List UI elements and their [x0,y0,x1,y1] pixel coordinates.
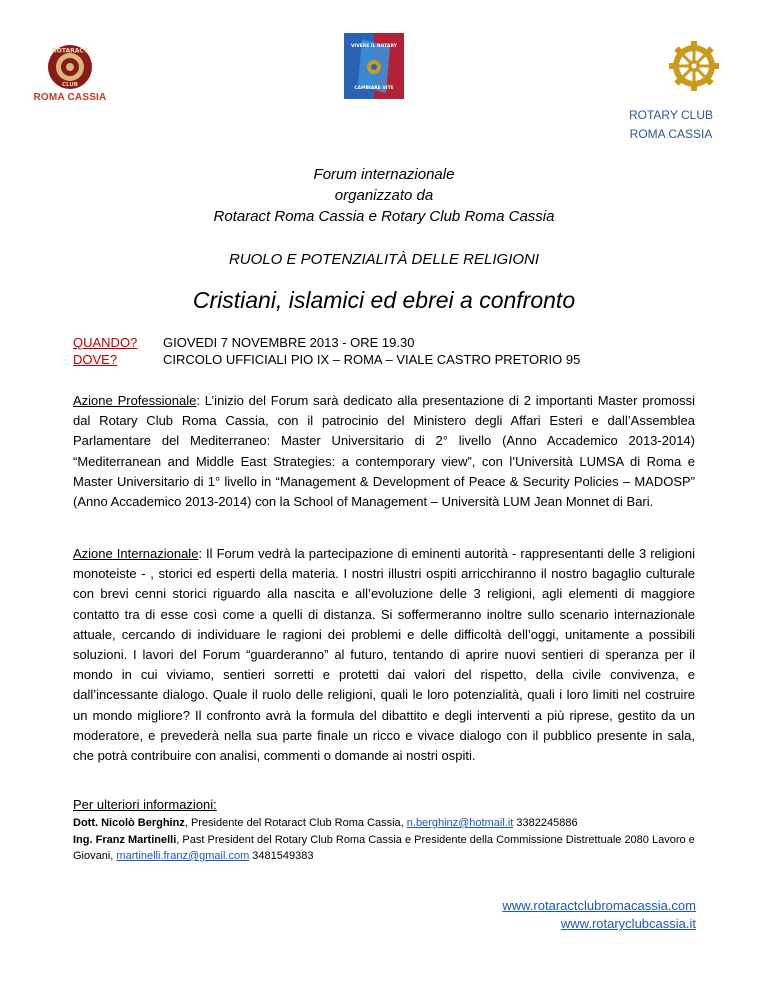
international-heading: Azione Internazionale [73,546,199,561]
contact-berghinz [73,815,713,831]
contact1-email-link[interactable]: n.berghinz@hotmail.it [406,817,514,829]
contact1-role: , Presidente del Rotaract Club Roma Cassia, [184,817,407,829]
websites [440,897,696,933]
rotary-wheel-icon [668,40,720,92]
info-heading: Per ulteriori informazioni: [73,797,217,812]
contact2-name: Ing. Franz Martinelli [73,834,177,846]
contact2-email-link[interactable]: martinelli.franz@gmail.com [116,850,250,862]
website-rotary-link[interactable]: www.rotaryclubcassia.it [560,916,696,931]
svg-text:VIVERE IL ROTARY: VIVERE IL ROTARY [351,44,397,49]
intro-line1: Forum internazionale [313,166,455,183]
rotaract-logo [30,44,120,104]
rotaract-logo-caption: ROMA CASSIA [33,92,107,103]
international-text: : Il Forum vedrà la partecipazione di eminenti autorità - rappresentanti delle 3 religioni monoteiste - , storici ed esperti della materia. I nostri illustri ospiti arricchiranno il nostro bagaglio culturale con brevi cenni storici riguardo alla nascita e all’evoluzione delle 3 religioni, agli elementi di maggiore contatto tra di esse così come a quelli di distanza. Si soffermeranno inoltre sullo scenario internazionale attuale, cercando di individuare le ragioni dei problemi e delle difficoltà dell’oggi, unitamente a possibili soluzioni. I lavori del Forum “guarderanno” al futuro, tentando di aprire nuovi sentieri di speranza per il mondo in cui viviamo, sentieri sorretti e protetti dai valori del rispetto, della civile convivenza, e dall’incessante dialogo. Quale il ruolo delle religioni, quali le loro potenzialità, quali i loro limiti nel costruire un mondo migliore? Il confronto avrà la formula del dibattito e degli interventi a più riprese, gestito da un moderatore, e prevederà nella sua parte finale un ricco e vivace dialogo con il pubblico presente in sala, che potrà contribuire con analisi, commenti o domande ai nostri ospiti. [73,546,696,764]
contact2-role: , Past President del Rotary Club Roma Cassia e Presidente della Commissione Distrettuale 2080 Lavoro e Giovani, [73,834,695,862]
forum-subtitle: RUOLO E POTENZIALITÀ DELLE RELIGIONI [228,251,540,268]
where-value: CIRCOLO UFFICIALI PIO IX – ROMA – VIALE CASTRO PRETORIO 95 [163,352,581,367]
contact-martinelli [73,832,713,864]
when-label: QUANDO? [73,335,138,350]
rotary-theme-icon [344,33,404,99]
forum-intro [0,164,768,227]
contact1-name: Dott. Nicolò Berghinz [73,817,185,829]
club-header-line2: ROMA CASSIA [629,127,713,141]
rotary-wheel-logo [668,40,720,92]
svg-text:CLUB: CLUB [61,82,79,88]
where-label: DOVE? [73,352,118,367]
international-section [73,544,695,766]
website-rotaract-link[interactable]: www.rotaractclubromacassia.com [502,898,696,913]
rotaract-seal-icon [47,44,93,90]
intro-line3: Rotaract Roma Cassia e Rotary Club Roma Cassia [213,208,555,225]
professional-heading: Azione Professionale [73,393,197,408]
professional-text: : L’inizio del Forum sarà dedicato alla presentazione di 2 importanti Master promossi dal Rotary Club Roma Cassia, con il patrocinio del Ministero degli Affari Esteri e dall’Assemblea Parlamentare del Mediterraneo: Master Universitario di 2° livello (Anno Accademico 2013-2014) “Mediterranean and Middle East Strategies: a contemporary view”, con l’Università LUMSA di Roma e Master Universitario di 1° livello in “Management & Development of Peace & Security Policies – MADOSP” (Anno Accademico 2013-2014) con la School of Management – Università LUM Jean Monnet di Bari. [73,393,695,510]
forum-title: Cristiani, islamici ed ebrei a confronto [192,287,576,313]
club-header [600,106,742,144]
contact1-phone: 3382245886 [513,817,578,829]
contact2-phone: 3481549383 [249,850,314,862]
svg-text:CAMBIARE VITE: CAMBIARE VITE [354,86,394,91]
when-value: GIOVEDI 7 NOVEMBRE 2013 - ORE 19.30 [163,335,415,350]
rotary-theme-logo [344,33,404,99]
intro-line2: organizzato da [334,187,434,204]
svg-text:ROTARACT: ROTARACT [52,47,88,55]
club-header-line1: ROTARY CLUB [628,108,714,122]
professional-section [73,391,695,512]
